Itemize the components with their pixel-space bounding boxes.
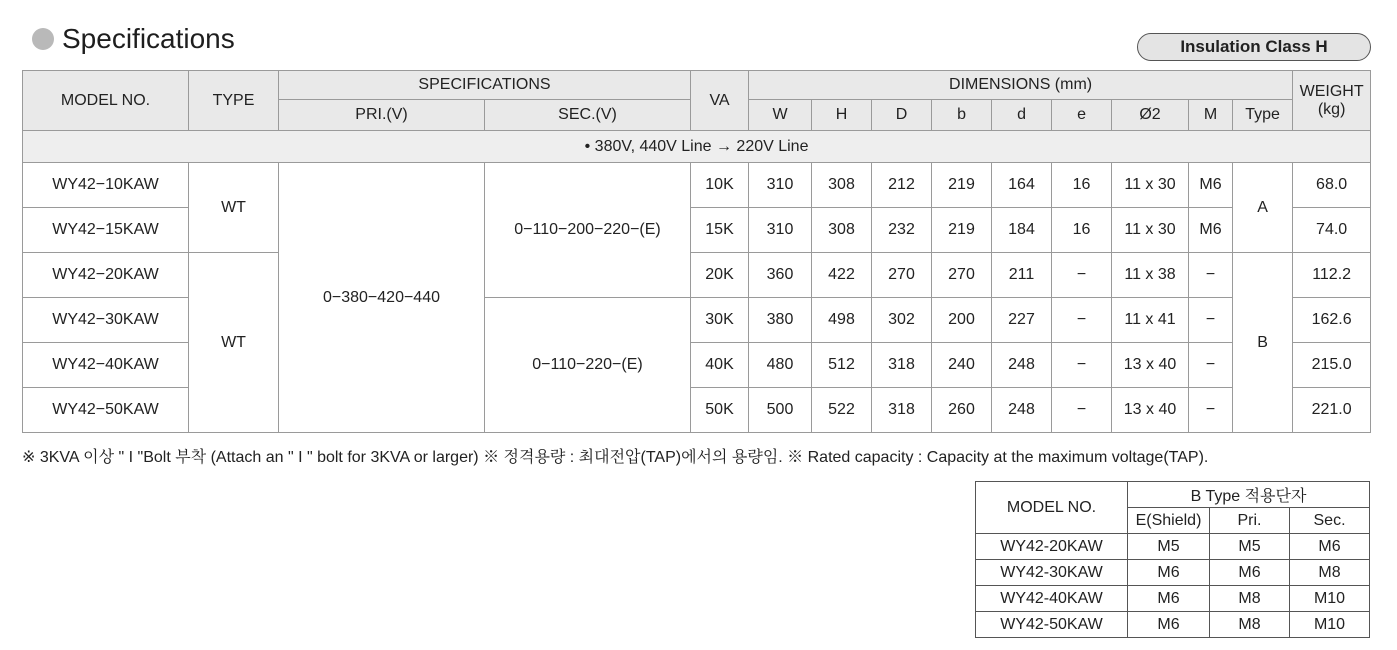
header-weight bbox=[1293, 71, 1371, 131]
cell-h: 512 bbox=[812, 343, 872, 388]
terminal-cell-model: WY42-40KAW bbox=[976, 586, 1128, 612]
cell-phi2: 13 x 40 bbox=[1112, 388, 1189, 433]
cell-model: WY42−20KAW bbox=[23, 253, 189, 298]
cell-phi2: 11 x 30 bbox=[1112, 163, 1189, 208]
header-sec: SEC.(V) bbox=[485, 100, 691, 131]
header-e: e bbox=[1052, 100, 1112, 131]
cell-d: 302 bbox=[872, 298, 932, 343]
cell-w: 310 bbox=[749, 208, 812, 253]
cell-b: 270 bbox=[932, 253, 992, 298]
header-dimensions: DIMENSIONS (mm) bbox=[749, 71, 1293, 100]
header-h: H bbox=[812, 100, 872, 131]
cell-weight: 68.0 bbox=[1293, 163, 1371, 208]
cell-e: 16 bbox=[1052, 163, 1112, 208]
header-weight-line2: (kg) bbox=[1317, 100, 1346, 118]
header-d: D bbox=[872, 100, 932, 131]
terminal-cell-model: WY42-30KAW bbox=[976, 560, 1128, 586]
header-m: M bbox=[1189, 100, 1233, 131]
cell-d-small: 184 bbox=[992, 208, 1052, 253]
table-row bbox=[23, 253, 1371, 298]
cell-e: − bbox=[1052, 388, 1112, 433]
cell-w: 480 bbox=[749, 343, 812, 388]
cell-phi2: 11 x 41 bbox=[1112, 298, 1189, 343]
terminal-header-shield: E(Shield) bbox=[1128, 508, 1210, 534]
terminal-cell-pri: M6 bbox=[1210, 560, 1290, 586]
cell-model: WY42−50KAW bbox=[23, 388, 189, 433]
table-row bbox=[976, 560, 1370, 586]
section-row-label: • 380V, 440V Line → 220V Line bbox=[23, 131, 1371, 163]
cell-b: 219 bbox=[932, 163, 992, 208]
cell-va: 10K bbox=[691, 163, 749, 208]
cell-va: 15K bbox=[691, 208, 749, 253]
terminal-cell-pri: M8 bbox=[1210, 612, 1290, 638]
cell-type: WT bbox=[189, 163, 279, 253]
terminal-table bbox=[975, 481, 1370, 638]
terminal-cell-shield: M6 bbox=[1128, 612, 1210, 638]
terminal-cell-sec: M10 bbox=[1290, 612, 1370, 638]
table-row bbox=[976, 534, 1370, 560]
cell-model: WY42−10KAW bbox=[23, 163, 189, 208]
table-row bbox=[976, 586, 1370, 612]
terminal-header-pri: Pri. bbox=[1210, 508, 1290, 534]
cell-h: 422 bbox=[812, 253, 872, 298]
cell-w: 500 bbox=[749, 388, 812, 433]
cell-phi2: 13 x 40 bbox=[1112, 343, 1189, 388]
cell-d-small: 211 bbox=[992, 253, 1052, 298]
terminal-cell-shield: M6 bbox=[1128, 560, 1210, 586]
cell-weight: 215.0 bbox=[1293, 343, 1371, 388]
page-title: Specifications bbox=[62, 23, 235, 54]
terminal-cell-shield: M5 bbox=[1128, 534, 1210, 560]
cell-weight: 74.0 bbox=[1293, 208, 1371, 253]
cell-phi2: 11 x 38 bbox=[1112, 253, 1189, 298]
cell-h: 308 bbox=[812, 163, 872, 208]
terminal-cell-sec: M10 bbox=[1290, 586, 1370, 612]
cell-d-small: 227 bbox=[992, 298, 1052, 343]
terminal-cell-model: WY42-20KAW bbox=[976, 534, 1128, 560]
cell-m: M6 bbox=[1189, 208, 1233, 253]
cell-d-small: 248 bbox=[992, 343, 1052, 388]
cell-b: 200 bbox=[932, 298, 992, 343]
cell-weight: 112.2 bbox=[1293, 253, 1371, 298]
cell-h: 522 bbox=[812, 388, 872, 433]
cell-m: M6 bbox=[1189, 163, 1233, 208]
cell-b: 240 bbox=[932, 343, 992, 388]
cell-model: WY42−40KAW bbox=[23, 343, 189, 388]
cell-va: 40K bbox=[691, 343, 749, 388]
terminal-cell-model: WY42-50KAW bbox=[976, 612, 1128, 638]
cell-dim-type: B bbox=[1233, 253, 1293, 433]
cell-m: − bbox=[1189, 253, 1233, 298]
cell-weight: 221.0 bbox=[1293, 388, 1371, 433]
cell-m: − bbox=[1189, 388, 1233, 433]
cell-pri: 0−380−420−440 bbox=[279, 163, 485, 433]
cell-b: 219 bbox=[932, 208, 992, 253]
terminal-cell-pri: M8 bbox=[1210, 586, 1290, 612]
cell-d: 270 bbox=[872, 253, 932, 298]
table-row bbox=[976, 612, 1370, 638]
cell-w: 360 bbox=[749, 253, 812, 298]
table-row bbox=[23, 163, 1371, 208]
terminal-cell-pri: M5 bbox=[1210, 534, 1290, 560]
cell-d: 212 bbox=[872, 163, 932, 208]
cell-m: − bbox=[1189, 343, 1233, 388]
cell-model: WY42−15KAW bbox=[23, 208, 189, 253]
cell-d: 232 bbox=[872, 208, 932, 253]
bullet-dot-icon bbox=[32, 28, 54, 50]
header-dim-type: Type bbox=[1233, 100, 1293, 131]
header-pri: PRI.(V) bbox=[279, 100, 485, 131]
cell-m: − bbox=[1189, 298, 1233, 343]
cell-phi2: 11 x 30 bbox=[1112, 208, 1189, 253]
section-heading bbox=[32, 22, 235, 56]
cell-va: 30K bbox=[691, 298, 749, 343]
cell-w: 310 bbox=[749, 163, 812, 208]
header-specifications: SPECIFICATIONS bbox=[279, 71, 691, 100]
cell-type: WT bbox=[189, 253, 279, 433]
cell-h: 308 bbox=[812, 208, 872, 253]
cell-d: 318 bbox=[872, 343, 932, 388]
terminal-cell-sec: M6 bbox=[1290, 534, 1370, 560]
header-va: VA bbox=[691, 71, 749, 131]
cell-b: 260 bbox=[932, 388, 992, 433]
cell-sec: 0−110−200−220−(E) bbox=[485, 163, 691, 298]
header-b: b bbox=[932, 100, 992, 131]
cell-w: 380 bbox=[749, 298, 812, 343]
cell-weight: 162.6 bbox=[1293, 298, 1371, 343]
cell-sec: 0−110−220−(E) bbox=[485, 298, 691, 433]
cell-e: − bbox=[1052, 253, 1112, 298]
insulation-class-badge: Insulation Class H bbox=[1137, 33, 1371, 61]
terminal-cell-sec: M8 bbox=[1290, 560, 1370, 586]
cell-dim-type: A bbox=[1233, 163, 1293, 253]
terminal-header-model: MODEL NO. bbox=[976, 482, 1128, 534]
header-phi2: Ø2 bbox=[1112, 100, 1189, 131]
cell-e: 16 bbox=[1052, 208, 1112, 253]
terminal-header-sec: Sec. bbox=[1290, 508, 1370, 534]
specifications-table bbox=[22, 70, 1371, 433]
cell-d-small: 248 bbox=[992, 388, 1052, 433]
header-type: TYPE bbox=[189, 71, 279, 131]
cell-e: − bbox=[1052, 298, 1112, 343]
footnote: ※ 3KVA 이상 " I "Bolt 부착 (Attach an " I " bolt for 3KVA or larger) ※ 정격용량 : 최대전압(TAP)에서의 용량임. ※ Rated capacity : Capacity at the maximum voltage(TAP). bbox=[22, 449, 1209, 466]
cell-model: WY42−30KAW bbox=[23, 298, 189, 343]
cell-h: 498 bbox=[812, 298, 872, 343]
header-model-no: MODEL NO. bbox=[23, 71, 189, 131]
header-w: W bbox=[749, 100, 812, 131]
terminal-header-group: B Type 적용단자 bbox=[1128, 482, 1370, 508]
header-d-small: d bbox=[992, 100, 1052, 131]
cell-d-small: 164 bbox=[992, 163, 1052, 208]
header-weight-line1: WEIGHT bbox=[1299, 82, 1364, 100]
cell-d: 318 bbox=[872, 388, 932, 433]
cell-va: 20K bbox=[691, 253, 749, 298]
cell-va: 50K bbox=[691, 388, 749, 433]
cell-e: − bbox=[1052, 343, 1112, 388]
terminal-cell-shield: M6 bbox=[1128, 586, 1210, 612]
